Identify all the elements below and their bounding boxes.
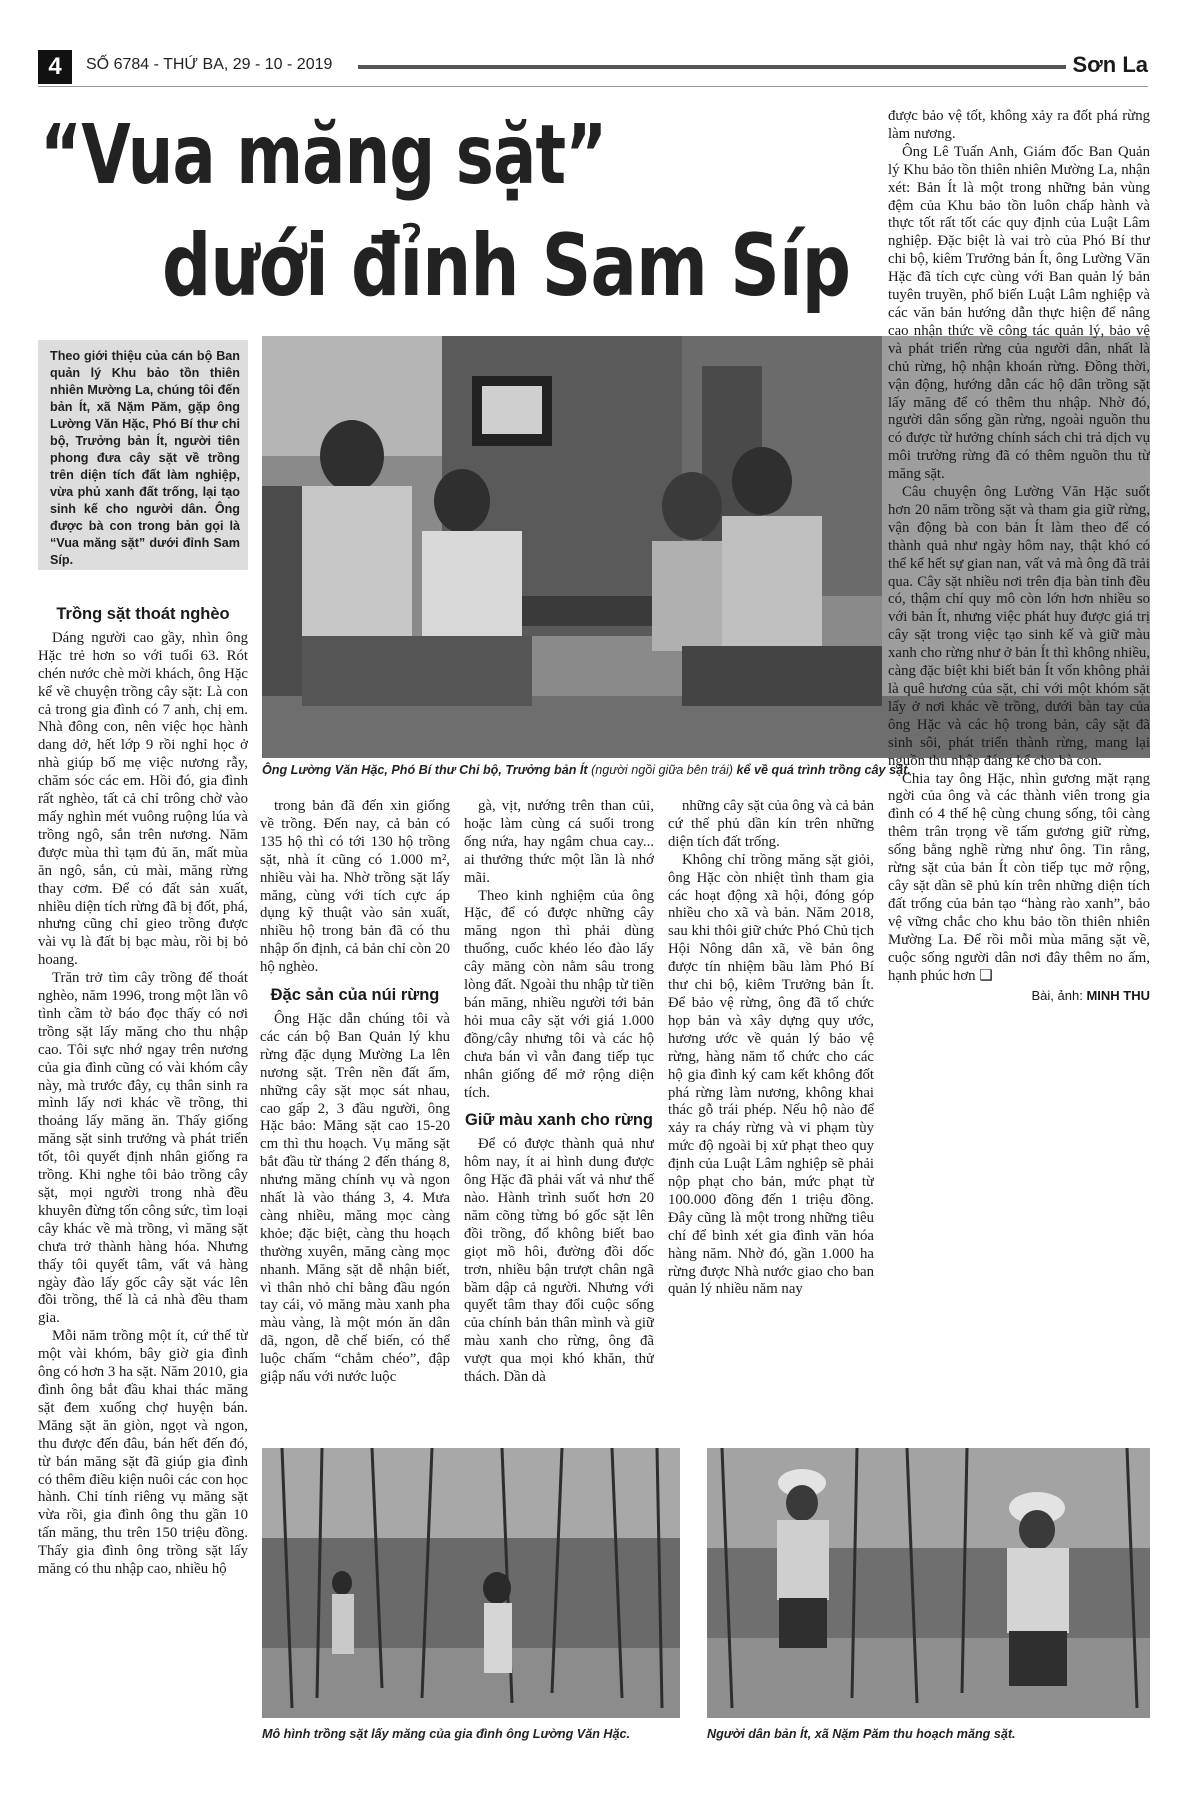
subhead-trong-sat: Trồng sặt thoát nghèo [56, 606, 230, 623]
paragraph: Để có được thành quả như hôm nay, ít ai hình dung được ông Hặc đã phải vất vả như thế nào. Hành trình suốt hơn 20 năm cõng từng bó gốc sặt lên đồi trồng, đổ không biết bao giọt mồ hôi, đường đồi dốc trơn, nhiều bận trượt chân ngã bầm dập cả người. Nhưng với quyết tâm thay đổi cuộc sống của chính bản thân mình và giữ màu xanh cho rừng, ông đã vượt qua mọi khó khăn, thử thách. Dần dà [464, 1136, 654, 1386]
paragraph: gà, vịt, nướng trên than củi, hoặc làm cùng cá suối trong ống nứa, hay ngâm chua cay... ai thưởng thức một lần là nhớ mãi. [464, 798, 654, 886]
headline-line-1: “Vua măng sặt” [40, 108, 607, 203]
paragraph: Chia tay ông Hặc, nhìn gương mặt rạng ngời của ông và các thành viên trong gia đình có 4 thế hệ cùng chung sống, tôi càng thêm trân trọng về tấm gương giữ rừng, sống bằng nghề rừng như ông. Tin rằng, rừng sặt của bản Ít còn tiếp tục mở rộng, cây sặt dần sẽ phủ kín trên những diện tích đất trống của bản tạo “hàng rào xanh”, bảo vệ vững chắc cho khu bảo tồn thiên nhiên Mường La. Để rồi mỗi mùa măng sặt về, cuộc sống người dân nơi đây thêm no ấm, hạnh phúc hơn ❑ [888, 770, 1150, 984]
byline-author: MINH THU [1086, 988, 1150, 1004]
article-column-5 [888, 108, 1150, 1413]
bamboo-forest-photo [262, 1448, 680, 1718]
header-rule [358, 65, 1066, 69]
subhead-dac-san: Đặc sản của núi rừng [270, 986, 440, 1005]
section-name: Sơn La [1072, 52, 1148, 77]
headline-line-2: dưới đỉnh Sam Síp [162, 216, 851, 316]
harvest-photo [707, 1448, 1150, 1718]
paragraph: được bảo vệ tốt, không xảy ra đốt phá rừng làm nương. [888, 108, 1150, 142]
caption-main-paren: (người ngồi giữa bên trái) [591, 763, 733, 777]
caption-main-rest: kể về quá trình trồng cây sặt. [736, 763, 911, 777]
paragraph: Mỗi năm trồng một ít, cứ thế từ một vài khóm, bây giờ gia đình ông có hơn 3 ha sặt. Năm 2010, gia đình ông bắt đầu khai thác măng sặt đem xuống chợ huyện bán. Măng sặt ăn giòn, ngọt và ngon, thu được đến đâu, bán hết đến đó, từ bán măng sặt đã giúp gia đình có thêm điều kiện nuôi các con học hành. Chỉ tính riêng vụ măng sặt vừa rồi, gia đình ông thu gần 10 tấn măng, thu trên 150 triệu đồng. Thấy gia đình ông trồng sặt lấy măng có thu nhập cao, nhiều hộ [38, 1328, 248, 1578]
paragraph: trong bản đã đến xin giống về trồng. Đến nay, cả bản có 135 hộ thì có tới 130 hộ trồng sặt, nhà ít cũng có 1.000 m², nhiều vài ha. Nhờ trồng sặt lấy măng, cùng với tích cực áp dụng kỹ thuật vào sản xuất, nhiều hộ trong bản đã có thu nhập ổn định, cả bản chỉ còn 20 hộ nghèo. [260, 798, 450, 976]
page-header [38, 50, 1148, 84]
article-column-2 [260, 798, 450, 1438]
paragraph: Câu chuyện ông Lường Văn Hặc suốt hơn 20 năm trồng sặt và tham gia giữ rừng, vận động bà con bản Ít làm theo để có thành quả như ngày hôm nay, thật khó có thể kể hết sự gian nan, vất vả mà ông đã trải qua. Cây sặt nhiều nơi trên địa bàn tỉnh đều có, thậm chí quy mô còn lớn hơn nhiều so với bản Ít, nhưng việc phát huy được giá trị cây sặt trong việc tạo sinh kế và giữ màu xanh cho rừng như ở bản Ít thì không nhiều, càng đặc biệt khi biết bản Ít vốn không phải là quê hương của sặt, chỉ với một khóm sặt lấy ở nơi khác về trồng, dưới bàn tay của ông Hặc và các hộ trong bản, cây sặt đã sinh sôi, phát triển thành rừng, mang lại nguồn thu nhập đáng kể cho bà con. [888, 484, 1150, 769]
article-column-1 [38, 606, 248, 1716]
byline [888, 987, 1150, 1005]
article-column-4 [668, 798, 874, 1438]
caption-main-bold: Ông Lường Văn Hặc, Phó Bí thư Chi bộ, Trưởng bản Ít [262, 763, 588, 777]
harvest-caption: Người dân bản Ít, xã Nặm Păm thu hoạch măng sặt. [707, 1727, 1016, 1741]
subhead-giu-mau-xanh: Giữ màu xanh cho rừng [464, 1111, 653, 1130]
paragraph: Dáng người cao gầy, nhìn ông Hặc trẻ hơn so với tuổi 63. Rót chén nước chè mời khách, ông Hặc kể về chuyện trồng cây sặt: Là con cả trong gia đình có 7 anh, chị em. Nhà đông con, nên việc học hành dang dở, hết lớp 9 rồi nghỉ học ở nhà giúp bố mẹ việc nương rẫy, chăm sóc các em. Hồi đó, gia đình rất nghèo, tất cả chỉ trông chờ vào mấy nghìn mét vuông ruộng lúa và trồng ngô, sắn trên nương. Năm được mùa thì tạm đủ ăn, mất mùa ăn ngô, sắn, củ mài, măng rừng thay cơm. Để có đất sản xuất, nhiều diện tích rừng đã bị đốt, phá, nhưng cũng chỉ gieo trồng được vài vụ là đất bị bạc màu, rồi bị bỏ hoang. [38, 629, 248, 969]
article-column-3 [464, 798, 654, 1438]
paragraph: Theo kinh nghiệm của ông Hặc, để có được những cây măng ngon thì phải dùng thuổng, cuốc khéo léo đào lấy cây măng còn nằm sâu trong lòng đất. Ngoài thu nhập từ tiền bán măng, nhiều người tới bản hỏi mua cây sặt với giá 1.000 đồng/cây nhưng tôi và các hộ chưa bán vì vẫn đang tiếp tục nhân giống để mở rộng diện tích. [464, 887, 654, 1101]
issue-date: SỐ 6784 - THỨ BA, 29 - 10 - 2019 [86, 56, 333, 73]
paragraph: những cây sặt của ông và cả bản cứ thế phủ dần kín trên những diện tích đất trống. [668, 798, 874, 850]
photo-bamboo-harvest [707, 1448, 1150, 1718]
paragraph: Không chỉ trồng măng sặt giỏi, ông Hặc còn nhiệt tình tham gia các hoạt động xã hội, đóng góp nhiều cho xã và bản. Năm 2018, sau khi thôi giữ chức Phó Chủ tịch Hội Nông dân xã, về bản ông được tín nhiệm bầu làm Phó Bí thư chi bộ, kiêm Trưởng bản Ít. Để bảo vệ rừng, ông đã tổ chức họp bản và xây dựng quy ước, hương ước về quản lý bảo vệ rừng, hàng năm tổ chức cho các hộ gia đình ký cam kết không đốt phá rừng làm nương, không khai thác gỗ trái phép. Nếu hộ nào để xảy ra cháy rừng và vi phạm tùy mức độ ngoài bị xử phạt theo quy định của Luật Lâm nghiệp sẽ phải nộp phạt cho bản, mức phạt từ 100.000 đồng đến 1 triệu đồng. Đây cũng là một trong những tiêu chí để bình xét gia đình văn hóa hàng năm. Nhờ đó, gần 1.000 ha rừng được Nhà nước giao cho ban quản lý nhiều năm nay [668, 851, 874, 1298]
header-divider [38, 86, 1148, 87]
photo-bamboo-forest [262, 1448, 680, 1718]
lead-box: Theo giới thiệu của cán bộ Ban quản lý Khu bảo tồn thiên nhiên Mường La, chúng tôi đến bản Ít, xã Nặm Păm, gặp ông Lường Văn Hặc, Phó Bí thư chi bộ, Trưởng bản Ít, người tiên phong đưa cây sặt về trồng trên diện tích đất làm nghiệp, vừa phủ xanh đất trống, lại tạo sinh kế cho người dân. Ông được bà con trong bản gọi là “Vua măng sặt” dưới đỉnh Sam Síp. [38, 340, 248, 570]
page-number: 4 [38, 50, 72, 84]
byline-prefix: Bài, ảnh: [1031, 988, 1083, 1004]
paragraph: Ông Lê Tuấn Anh, Giám đốc Ban Quản lý Khu bảo tồn thiên nhiên Mường La, nhận xét: Bản Ít là một trong những bản vùng đệm của Khu bảo tồn luôn chấp hành và thực tốt rất tốt các quy định của Luật Lâm nghiệp. Đặc biệt là vai trò của Phó Bí thư chi bộ, kiêm Trưởng bản Ít, ông Lường Văn Hặc đã tích cực cùng với Ban quản lý bản tuyên truyền, phổ biến Luật Lâm nghiệp và các văn bản hướng dẫn thực hiện để nâng cao nhận thức về công tác quản lý, bảo vệ và phát triển rừng của người dân, nhất là chủ rừng, hộ nhận khoán rừng. Đồng thời, vận động, hướng dẫn các hộ dân trồng sặt lấy măng để có thêm thu nhập. Nhờ đó, người dân sống gần rừng, ngoài nguồn thu có được từ hưởng chính sách chi trả dịch vụ môi trường rừng đã có thêm nguồn thu từ măng sặt. [888, 143, 1150, 483]
bamboo-forest-caption: Mô hình trồng sặt lấy măng của gia đình ông Lường Văn Hặc. [262, 1727, 630, 1741]
paragraph: Trăn trở tìm cây trồng để thoát nghèo, năm 1996, trong một lần vô tình cầm tờ báo đọc thấy có nơi trồng sặt lấy măng cho thu nhập cao. Tôi sực nhớ ngay trên nương của gia đình cũng có vài khóm cây này, mà trước đây, cụ thân sinh ra mình lấy nơi khác về trồng, thi thoảng lấy măng ăn. Thấy giống măng sặt sinh trưởng và phát triển tốt, tôi quyết định nhân giống ra trồng. Khi nghe tôi bảo trồng cây sặt, mọi người trong nhà đều khuyên đừng tốn công sức, tìm loại cây khác về mà trồng, vì măng sặt chưa trở thành hàng hóa. Nhưng thấy tôi quyết tâm, vất vả hàng ngày đào lấy gốc cây sặt vác lên đồi trồng, thế là cả nhà đều tham gia. [38, 970, 248, 1327]
paragraph: Ông Hặc dẫn chúng tôi và các cán bộ Ban Quản lý khu rừng đặc dụng Mường La lên nương sặt. Trên nền đất ẩm, những cây sặt mọc sát nhau, cao gấp 2, 3 đầu người, ông Hặc bảo: Măng sặt cao 15-20 cm thì thu hoạch. Vụ măng sặt bắt đầu từ tháng 2 đến tháng 8, nhưng măng chính vụ và ngon nhất là vào tháng 3, 4. Mưa càng nhiều, măng mọc càng khỏe; đặc biệt, càng thu hoạch thường xuyên, măng càng mọc nhanh. Măng sặt dễ nhận biết, vì thân nhỏ chỉ bằng đầu ngón tay cái, vỏ măng màu xanh pha màu vàng, là một món ăn dân dã, ngon, dễ chế biến, có thể luộc chấm “chẳm chéo”, đập giập nấu với nước luộc [260, 1010, 450, 1386]
